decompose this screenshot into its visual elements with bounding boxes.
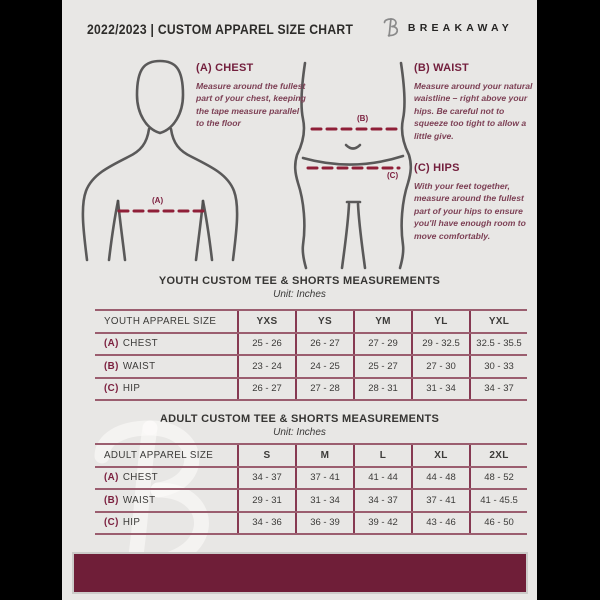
brand-name: BREAKAWAY — [407, 21, 513, 34]
waist-guide — [414, 62, 533, 142]
chest-guide — [196, 62, 309, 130]
hips-guide-text: With your feet together, measure around the fullest part of your hips to ensure you'll have enough room to move comfortably. — [414, 181, 526, 241]
youth-size-table — [95, 309, 527, 401]
size-col-header: YS — [296, 310, 354, 333]
youth-section-unit: Unit: Inches — [273, 289, 326, 300]
size-col-header: YXS — [238, 310, 296, 333]
table-header-row — [95, 444, 527, 467]
marker-c: (C) — [387, 171, 399, 180]
adult-size-header: ADULT APPAREL SIZE — [95, 444, 238, 467]
hips-guide — [414, 162, 535, 242]
marker-a: (A) — [152, 196, 164, 205]
cell-value: 26 - 27 — [238, 378, 296, 401]
size-col-header: L — [354, 444, 412, 467]
cell-value: 30 - 33 — [470, 355, 527, 378]
waist-guide-heading: (B) WAIST — [414, 62, 469, 74]
cell-value: 37 - 41 — [296, 467, 354, 490]
cell-value: 44 - 48 — [412, 467, 470, 490]
cell-value: 34 - 37 — [470, 378, 527, 401]
cell-value: 26 - 27 — [296, 333, 354, 356]
cell-value: 29 - 31 — [238, 489, 296, 512]
cell-value: 23 - 24 — [238, 355, 296, 378]
cell-value: 31 - 34 — [412, 378, 470, 401]
breakaway-b-logo-icon — [382, 17, 401, 38]
adult-size-table — [95, 443, 527, 535]
chest-guide-text: Measure around the fullest part of your chest, keeping the tape measure parallel to the floor — [196, 81, 306, 129]
cell-value: 29 - 32.5 — [412, 333, 470, 356]
hip-band-curve — [303, 156, 403, 165]
cell-value: 37 - 41 — [412, 489, 470, 512]
table-header-row — [95, 310, 527, 333]
cell-value: 25 - 27 — [354, 355, 412, 378]
page-title: 2022/2023 | CUSTOM APPAREL SIZE CHART — [87, 22, 354, 37]
cell-value: 46 - 50 — [470, 512, 527, 535]
cell-value: 32.5 - 35.5 — [470, 333, 527, 356]
adult-section-title: ADULT CUSTOM TEE & SHORTS MEASUREMENTS — [159, 413, 440, 425]
cell-value: 39 - 42 — [354, 512, 412, 535]
table-row — [95, 489, 527, 512]
cell-value: 27 - 28 — [296, 378, 354, 401]
row-label: (B) WAIST — [95, 355, 238, 378]
youth-size-header: YOUTH APPAREL SIZE — [95, 310, 238, 333]
table-row — [95, 333, 527, 356]
size-col-header: M — [296, 444, 354, 467]
size-col-header: YL — [412, 310, 470, 333]
lower-body-figure — [295, 63, 411, 268]
brand-block — [382, 17, 513, 38]
cell-value: 27 - 30 — [412, 355, 470, 378]
cell-value: 34 - 37 — [238, 467, 296, 490]
marker-b: (B) — [357, 114, 369, 123]
row-label: (C) HIP — [95, 512, 238, 535]
table-row — [95, 512, 527, 535]
hips-guide-heading: (C) HIPS — [414, 162, 460, 174]
cell-value: 28 - 31 — [354, 378, 412, 401]
chest-guide-heading: (A) CHEST — [196, 62, 254, 74]
cell-value: 25 - 26 — [238, 333, 296, 356]
size-col-header: YM — [354, 310, 412, 333]
cell-value: 31 - 34 — [296, 489, 354, 512]
size-col-header: S — [238, 444, 296, 467]
row-label: (B) WAIST — [95, 489, 238, 512]
size-col-header: YXL — [470, 310, 527, 333]
cell-value: 34 - 36 — [238, 512, 296, 535]
cell-value: 24 - 25 — [296, 355, 354, 378]
footer-accent-bar — [72, 552, 528, 594]
cell-value: 41 - 44 — [354, 467, 412, 490]
row-label: (A) CHEST — [95, 467, 238, 490]
table-row — [95, 467, 527, 490]
cell-value: 36 - 39 — [296, 512, 354, 535]
cell-value: 34 - 37 — [354, 489, 412, 512]
row-label: (A) CHEST — [95, 333, 238, 356]
cell-value: 48 - 52 — [470, 467, 527, 490]
adult-section-unit: Unit: Inches — [273, 427, 326, 438]
table-row — [95, 355, 527, 378]
navel-mark — [346, 145, 360, 149]
cell-value: 43 - 46 — [412, 512, 470, 535]
size-col-header: 2XL — [470, 444, 527, 467]
size-col-header: XL — [412, 444, 470, 467]
cell-value: 41 - 45.5 — [470, 489, 527, 512]
cell-value: 27 - 29 — [354, 333, 412, 356]
youth-section-title: YOUTH CUSTOM TEE & SHORTS MEASUREMENTS — [158, 275, 441, 287]
table-row — [95, 378, 527, 401]
document-page — [62, 0, 537, 600]
waist-guide-text: Measure around your natural waistline – right above your hips. Be careful not to squeeze too tight to allow a little give. — [414, 81, 533, 141]
row-label: (C) HIP — [95, 378, 238, 401]
